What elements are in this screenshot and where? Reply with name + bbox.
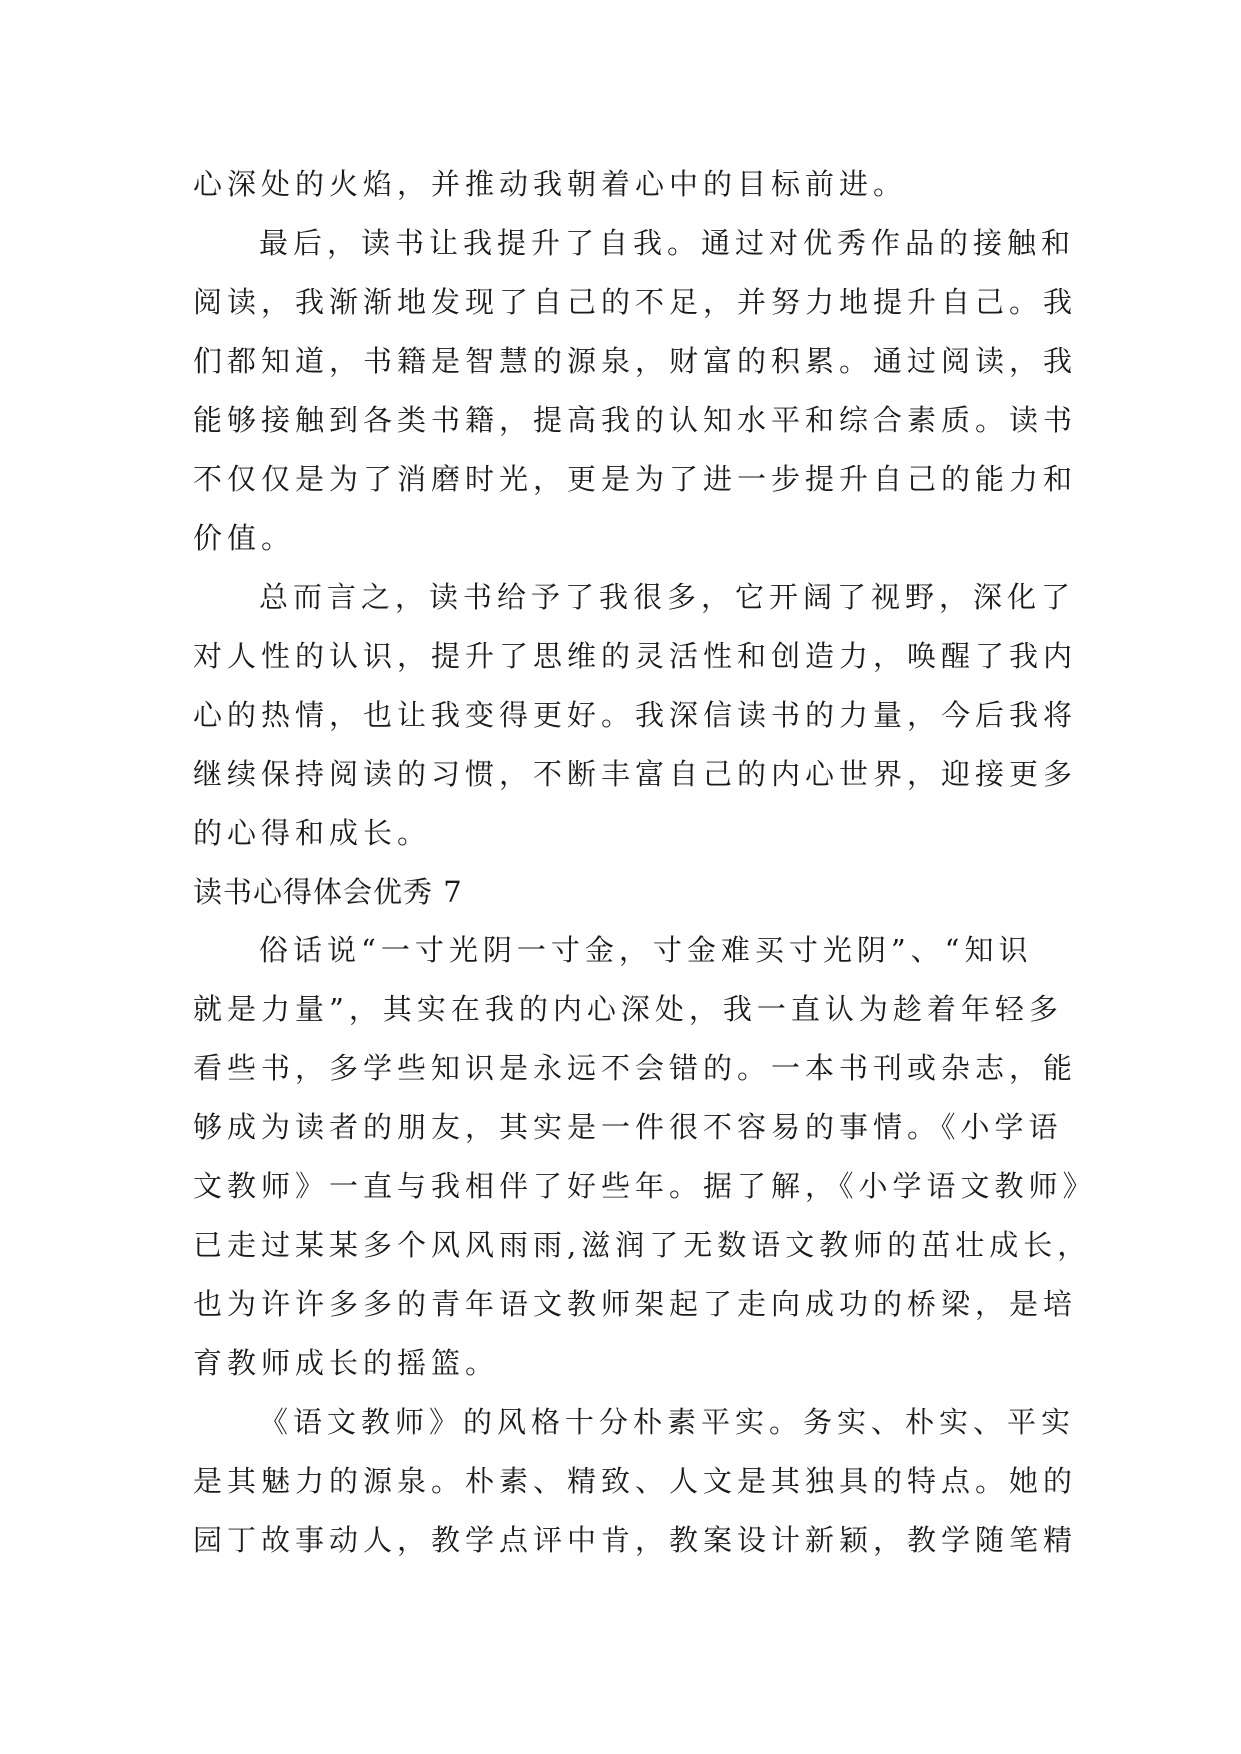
text-line: 看些书，多学些知识是永远不会错的。一本书刊或杂志，能 <box>193 1051 1078 1085</box>
text-line: 不仅仅是为了消磨时光，更是为了进一步提升自己的能力和 <box>193 462 1078 496</box>
document-body <box>193 155 1097 1570</box>
paragraph-first-line: 俗话说“一寸光阴一寸金，寸金难买寸光阴”、“知识 <box>259 933 1033 967</box>
text-line: 育教师成长的摇篮。 <box>193 1346 500 1380</box>
text-line: 继续保持阅读的习惯，不断丰富自己的内心世界，迎接更多 <box>193 757 1078 791</box>
text-line: 够成为读者的朋友，其实是一件很不容易的事情。《小学语 <box>193 1110 1063 1144</box>
text-line: 心的热情，也让我变得更好。我深信读书的力量，今后我将 <box>193 698 1078 732</box>
text-line: 就是力量”，其实在我的内心深处，我一直认为趁着年轻多 <box>193 992 1063 1026</box>
text-line: 能够接触到各类书籍，提高我的认知水平和综合素质。读书 <box>193 403 1078 437</box>
text-line: 的心得和成长。 <box>193 816 432 850</box>
paragraph-first-line: 最后，读书让我提升了自我。通过对优秀作品的接触和 <box>259 226 1076 260</box>
text-line: 阅读，我渐渐地发现了自己的不足，并努力地提升自己。我 <box>193 285 1078 319</box>
section-heading: 读书心得体会优秀 7 <box>193 875 463 909</box>
text-line: 已走过某某多个风风雨雨,滋润了无数语文教师的茁壮成长， <box>193 1228 1092 1262</box>
text-line: 也为许许多多的青年语文教师架起了走向成功的桥梁，是培 <box>193 1287 1078 1321</box>
text-line: 们都知道，书籍是智慧的源泉，财富的积累。通过阅读，我 <box>193 344 1078 378</box>
paragraph-first-line: 总而言之，读书给予了我很多，它开阔了视野，深化了 <box>259 580 1076 614</box>
text-line: 文教师》一直与我相伴了好些年。据了解，《小学语文教师》 <box>193 1169 1097 1203</box>
paragraph-first-line: 《语文教师》的风格十分朴素平实。务实、朴实、平实 <box>259 1405 1076 1439</box>
text-line: 对人性的认识，提升了思维的灵活性和创造力，唤醒了我内 <box>193 639 1078 673</box>
text-line: 心深处的火焰，并推动我朝着心中的目标前进。 <box>193 167 908 201</box>
text-line: 园丁故事动人，教学点评中肯，教案设计新颖，教学随笔精 <box>193 1523 1078 1557</box>
text-line: 价值。 <box>193 521 296 555</box>
text-line: 是其魅力的源泉。朴素、精致、人文是其独具的特点。她的 <box>193 1464 1078 1498</box>
